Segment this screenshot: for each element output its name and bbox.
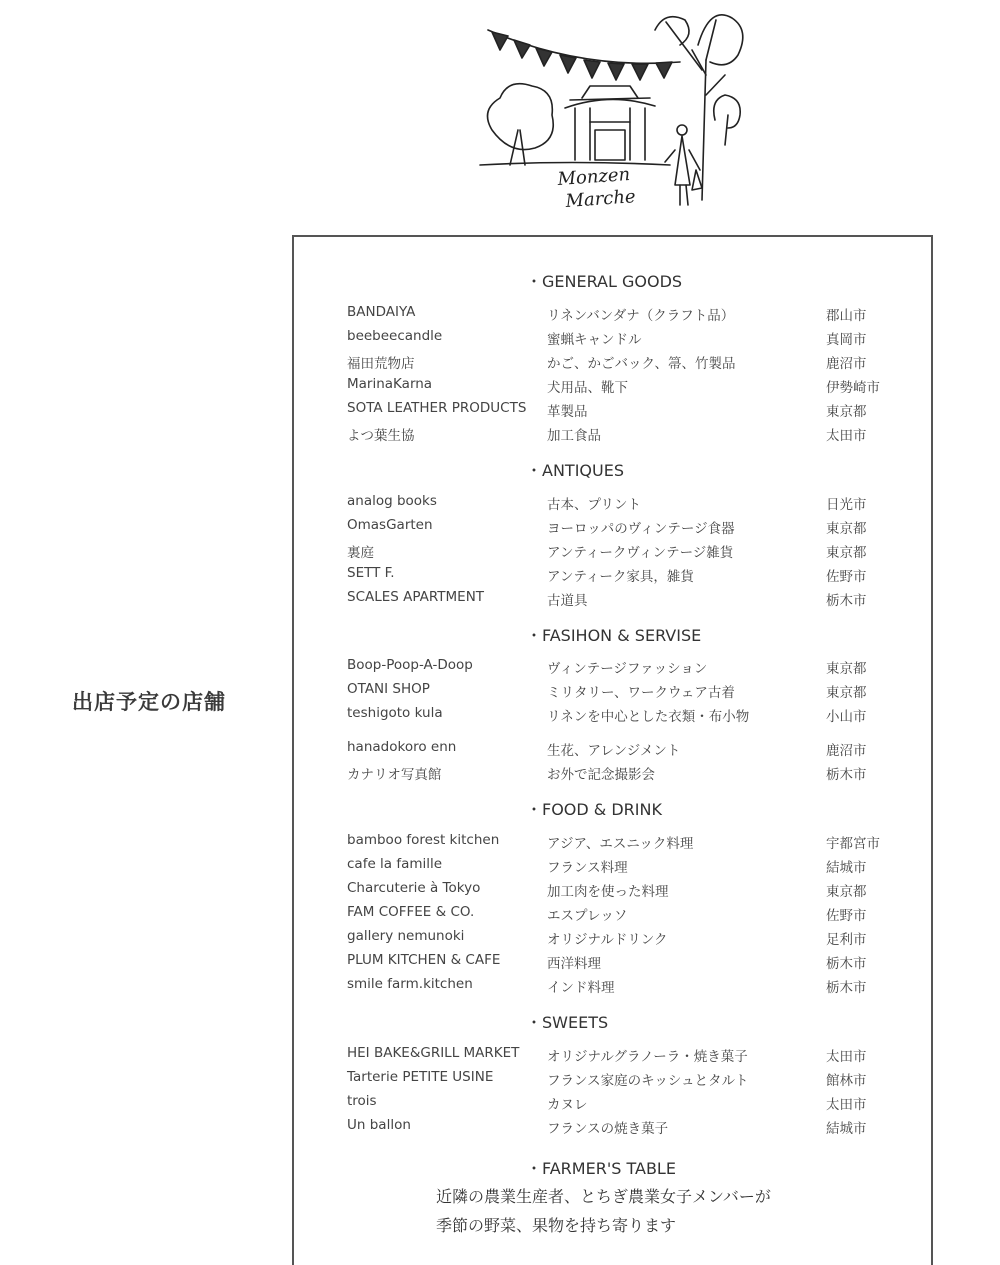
section-heading-sweets: ・SWEETS	[526, 1013, 609, 1032]
shop-desc: 古本、プリント	[547, 497, 641, 513]
list-item	[294, 589, 935, 609]
list-item	[294, 1069, 935, 1089]
shop-location: 郡山市	[826, 308, 867, 324]
shop-desc: かご、かごバック、箒、竹製品	[547, 356, 736, 372]
shop-desc: アンティークヴィンテージ雑貨	[547, 545, 734, 561]
list-item	[294, 832, 935, 852]
list-item	[294, 424, 935, 444]
section-heading-general-goods: ・GENERAL GOODS	[526, 272, 683, 291]
shop-desc: お外で記念撮影会	[547, 767, 655, 783]
shop-location: 東京都	[826, 685, 867, 701]
section-heading-fashion-service: ・FASIHON & SERVISE	[526, 626, 702, 645]
shop-desc: ヴィンテージファッション	[547, 661, 708, 677]
shop-desc: フランス料理	[547, 860, 628, 876]
list-item	[294, 493, 935, 513]
shop-desc: インド料理	[547, 980, 615, 996]
shop-name: PLUM KITCHEN & CAFE	[347, 952, 501, 968]
shop-desc: ヨーロッパのヴィンテージ食器	[547, 521, 735, 537]
shop-location: 栃木市	[826, 593, 867, 609]
shop-location: 館林市	[826, 1073, 867, 1089]
shop-name: Boop-Poop-A-Doop	[347, 657, 473, 673]
page-title: 出店予定の店舗	[72, 690, 226, 714]
shop-name: MarinaKarna	[347, 376, 433, 392]
list-item	[294, 400, 935, 420]
shop-desc: エスプレッソ	[547, 908, 628, 924]
list-item	[294, 928, 935, 948]
list-item	[294, 541, 935, 561]
list-item	[294, 352, 935, 372]
shop-desc: 革製品	[547, 404, 588, 420]
shop-desc: オリジナルグラノーラ・焼き菓子	[547, 1049, 748, 1065]
section-heading-farmers-table: ・FARMER'S TABLE	[526, 1159, 676, 1178]
shop-location: 東京都	[826, 884, 867, 900]
shop-desc: フランスの焼き菓子	[547, 1121, 669, 1137]
shop-location: 東京都	[826, 661, 867, 677]
shop-desc: ミリタリー、ワークウェア古着	[547, 685, 735, 701]
shop-name: OTANI SHOP	[347, 681, 430, 697]
shop-location: 栃木市	[826, 767, 867, 783]
shop-desc: 加工肉を使った料理	[547, 884, 669, 900]
shop-name: analog books	[347, 493, 437, 509]
shop-name: teshigoto kula	[347, 705, 443, 721]
shop-location: 太田市	[826, 428, 867, 444]
shop-location: 日光市	[826, 497, 867, 513]
list-item	[294, 705, 935, 725]
list-item	[294, 1045, 935, 1065]
shop-location: 鹿沼市	[826, 356, 867, 372]
logo-text-monzen: Monzen	[556, 163, 631, 190]
shop-name: BANDAIYA	[347, 304, 416, 320]
shop-name: FAM COFFEE & CO.	[347, 904, 475, 920]
shop-location: 佐野市	[826, 908, 867, 924]
shop-name: 福田荒物店	[347, 356, 415, 372]
list-item	[294, 328, 935, 348]
shop-desc: 蜜蝋キャンドル	[547, 332, 642, 348]
shop-location: 東京都	[826, 521, 867, 537]
shop-location: 栃木市	[826, 980, 867, 996]
shop-location: 東京都	[826, 404, 867, 420]
monzen-marche-logo	[470, 0, 760, 215]
list-item	[294, 376, 935, 396]
shop-desc: フランス家庭のキッシュとタルト	[547, 1073, 749, 1089]
shop-name: SETT F.	[347, 565, 395, 581]
shop-desc: 古道具	[547, 593, 588, 609]
shop-desc: アンティーク家具，雑貨	[547, 569, 694, 585]
list-item	[294, 739, 935, 759]
shop-location: 伊勢崎市	[826, 380, 880, 396]
shop-name: bamboo forest kitchen	[347, 832, 500, 848]
list-item	[294, 1117, 935, 1137]
shop-name: Charcuterie à Tokyo	[347, 880, 481, 896]
shop-desc: リネンバンダナ（クラフト品）	[547, 308, 735, 324]
shop-location: 足利市	[826, 932, 867, 948]
section-heading-food-drink: ・FOOD & DRINK	[526, 800, 662, 819]
section-heading-antiques: ・ANTIQUES	[526, 461, 624, 480]
shop-list-panel	[292, 235, 933, 1265]
list-item	[294, 517, 935, 537]
shop-name: beebeecandle	[347, 328, 443, 344]
list-item	[294, 565, 935, 585]
shop-desc: 西洋料理	[547, 956, 601, 972]
list-item	[294, 763, 935, 783]
shop-location: 結城市	[826, 860, 867, 876]
shop-name: SCALES APARTMENT	[347, 589, 485, 605]
list-item	[294, 904, 935, 924]
shop-name: hanadokoro enn	[347, 739, 457, 755]
shop-name: smile farm.kitchen	[347, 976, 473, 992]
list-item	[294, 880, 935, 900]
shop-location: 佐野市	[826, 569, 867, 585]
shop-location: 太田市	[826, 1049, 867, 1065]
shop-desc: 加工食品	[547, 428, 601, 444]
list-item	[294, 657, 935, 677]
shop-location: 東京都	[826, 545, 867, 561]
shop-desc: リネンを中心とした衣類・布小物	[547, 709, 750, 725]
shop-name: cafe la famille	[347, 856, 443, 872]
shop-location: 結城市	[826, 1121, 867, 1137]
list-item	[294, 1093, 935, 1113]
shop-desc: 生花、アレンジメント	[547, 743, 681, 759]
farmers-table-text-line1: 近隣の農業生産者、とちぎ農業女子メンバーが	[436, 1187, 771, 1206]
list-item	[294, 304, 935, 324]
farmers-table-text-line2: 季節の野菜、果物を持ち寄ります	[436, 1216, 677, 1235]
shop-name: カナリオ写真館	[347, 767, 442, 783]
list-item	[294, 976, 935, 996]
shop-desc: アジア、エスニック料理	[547, 836, 694, 852]
shop-name: Un ballon	[347, 1117, 411, 1133]
shop-name: trois	[347, 1093, 377, 1109]
shop-location: 真岡市	[826, 332, 867, 348]
list-item	[294, 952, 935, 972]
shop-name: HEI BAKE&GRILL MARKET	[347, 1045, 520, 1061]
shop-desc: カヌレ	[547, 1097, 588, 1113]
shop-location: 太田市	[826, 1097, 867, 1113]
shop-name: 裏庭	[347, 545, 374, 561]
shop-location: 栃木市	[826, 956, 867, 972]
shop-name: SOTA LEATHER PRODUCTS	[347, 400, 527, 416]
shop-location: 鹿沼市	[826, 743, 867, 759]
shop-location: 小山市	[826, 709, 867, 725]
logo-text-marche: Marche	[564, 186, 637, 212]
list-item	[294, 856, 935, 876]
shop-desc: オリジナルドリンク	[547, 932, 668, 948]
shop-desc: 犬用品、靴下	[547, 380, 628, 396]
shop-name: Tarterie PETITE USINE	[347, 1069, 494, 1085]
list-item	[294, 681, 935, 701]
shop-location: 宇都宮市	[826, 836, 880, 852]
shop-name: OmasGarten	[347, 517, 433, 533]
shop-name: gallery nemunoki	[347, 928, 465, 944]
shop-name: よつ葉生協	[347, 428, 415, 444]
